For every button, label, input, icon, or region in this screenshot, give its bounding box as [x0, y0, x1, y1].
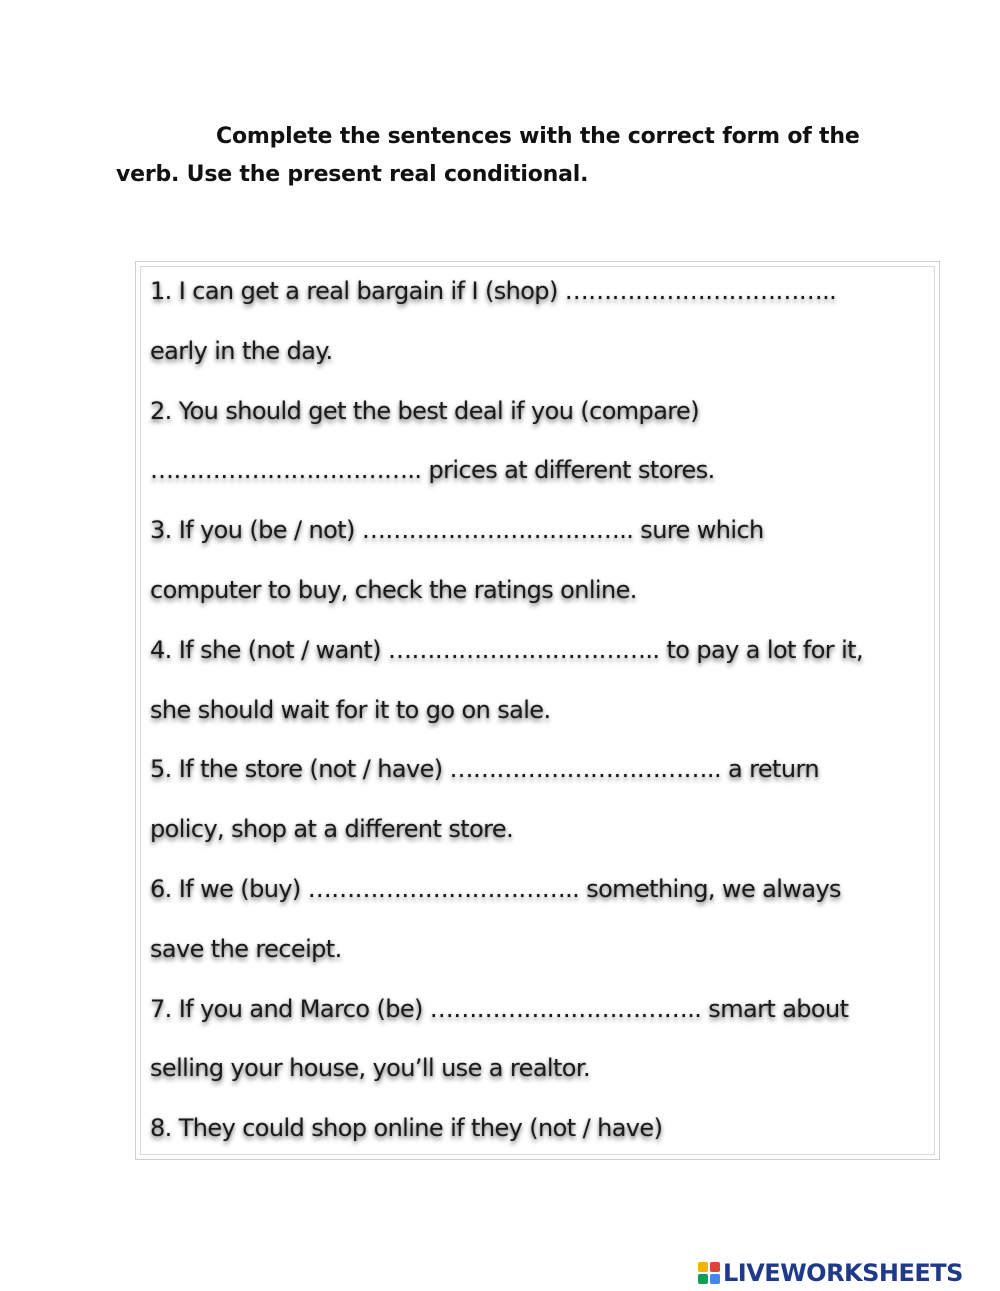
exercise-line-8: she should wait for it to go on sale.: [150, 695, 551, 724]
exercise-line-5: 3. If you (be / not) …………………………….. sure which: [150, 516, 764, 545]
exercise-lines: [150, 262, 940, 1159]
logo-square-1: [698, 1262, 708, 1272]
logo-square-3: [698, 1274, 708, 1284]
exercise-line-11: 6. If we (buy) …………………………….. something, we always: [150, 874, 841, 903]
exercise-line-6: computer to buy, check the ratings online.: [150, 575, 637, 604]
liveworksheets-logo: [698, 1258, 963, 1288]
exercise-line-12: save the receipt.: [150, 934, 342, 963]
exercise-line-14: selling your house, you’ll use a realtor.: [150, 1054, 590, 1083]
exercise-line-9: 5. If the store (not / have) …………………………….. a return: [150, 755, 819, 784]
exercise-line-4: …………………………….. prices at different stores.: [150, 456, 715, 485]
logo-icon: [698, 1262, 720, 1284]
exercise-line-10: policy, shop at a different store.: [150, 815, 514, 844]
logo-square-4: [710, 1274, 720, 1284]
exercise-line-1: 1. I can get a real bargain if I (shop) ……………………………..: [150, 277, 837, 305]
instructions-text: Complete the sentences with the correct form of the verb. Use the present real conditional.: [116, 124, 860, 187]
logo-text: LIVEWORKSHEETS: [723, 1259, 963, 1287]
exercise-line-15: 8. They could shop online if they (not / have): [150, 1114, 663, 1143]
exercise-line-7: 4. If she (not / want) …………………………….. to pay a lot for it,: [150, 635, 863, 664]
logo-square-2: [710, 1262, 720, 1272]
exercise-line-2: early in the day.: [150, 336, 333, 365]
exercise-line-3: 2. You should get the best deal if you (compare): [150, 396, 699, 425]
exercise-line-13: 7. If you and Marco (be) …………………………….. smart about: [150, 994, 849, 1023]
